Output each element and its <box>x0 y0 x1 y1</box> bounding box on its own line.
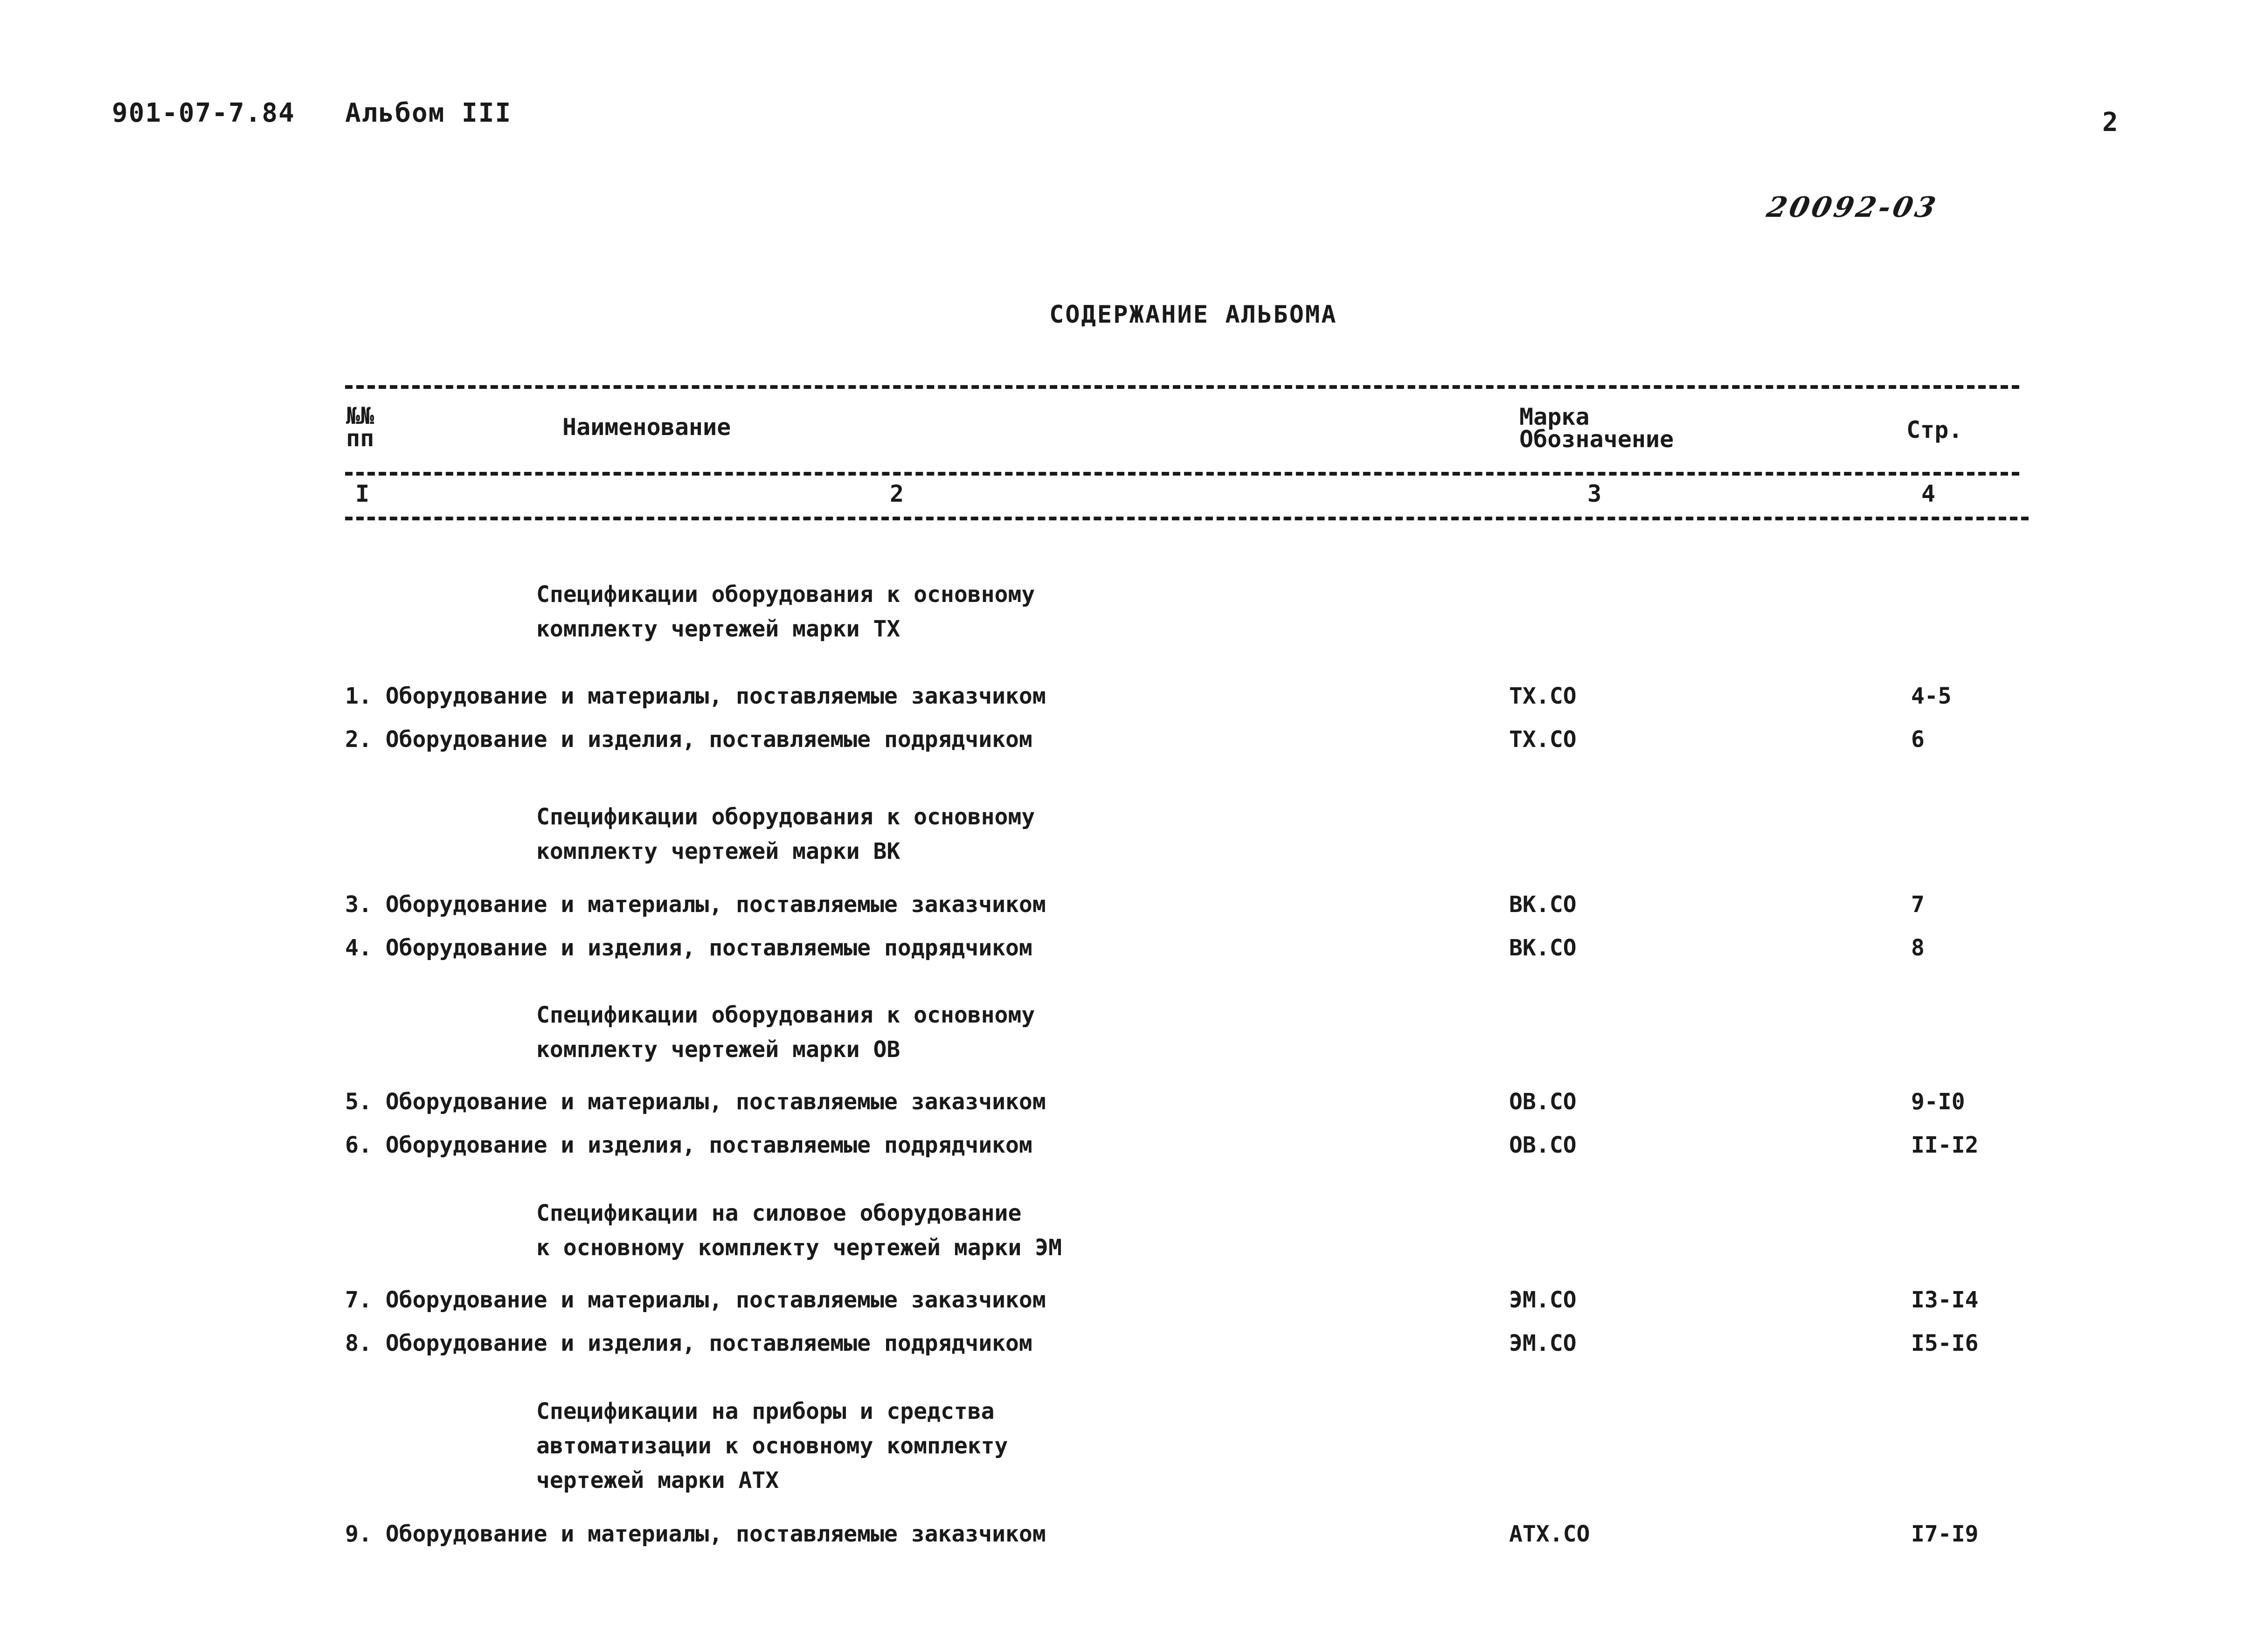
table-row-pages: II-I2 <box>1911 1132 1979 1158</box>
table-row-pages: I7-I9 <box>1911 1521 1979 1547</box>
table-row-code: ЭМ.СО <box>1509 1287 1577 1313</box>
table-row-pages: 7 <box>1911 892 1925 918</box>
document-code: 901-07-7.84 <box>112 98 295 128</box>
group-title-line: к основному комплекту чертежей марки ЭМ <box>536 1235 1062 1261</box>
header-rule-bottom <box>345 517 2029 520</box>
album-label: Альбом III <box>345 98 512 128</box>
table-row-text: 7. Оборудование и материалы, поставляемые заказчиком <box>345 1287 1046 1313</box>
column-number-1: I <box>355 480 370 507</box>
table-row-text: 2. Оборудование и изделия, поставляемые подрядчиком <box>345 726 1032 753</box>
group-title-ov <box>536 998 1035 1067</box>
group-title-vk <box>536 800 1035 869</box>
column-header-page: Стр. <box>1906 416 1963 443</box>
table-row-text: 4. Оборудование и изделия, поставляемые подрядчиком <box>345 935 1032 961</box>
group-title-line: Спецификации оборудования к основному <box>536 804 1035 830</box>
table-row-code: ВК.СО <box>1509 935 1577 961</box>
column-header-number <box>346 402 374 452</box>
table-row-text: 9. Оборудование и материалы, поставляемые заказчиком <box>345 1521 1046 1547</box>
group-title-line: Спецификации оборудования к основному <box>536 581 1035 608</box>
page-number: 2 <box>2102 107 2118 138</box>
table-row-pages: I5-I6 <box>1911 1330 1979 1356</box>
column-number-4: 4 <box>1921 480 1936 507</box>
header-rule-middle <box>345 472 2019 476</box>
table-row-text: 6. Оборудование и изделия, поставляемые подрядчиком <box>345 1132 1032 1158</box>
group-title-tx <box>536 577 1035 646</box>
group-title-em <box>536 1196 1062 1265</box>
table-row-text: 1. Оборудование и материалы, поставляемые заказчиком <box>345 683 1046 709</box>
column-header-mark-line1: Марка <box>1519 403 1590 430</box>
table-row-pages: I3-I4 <box>1911 1287 1979 1313</box>
group-title-line: Спецификации на приборы и средства <box>536 1398 995 1424</box>
group-title-line: Спецификации оборудования к основному <box>536 1002 1035 1028</box>
table-row-code: ТХ.СО <box>1509 726 1577 753</box>
table-row-text: 8. Оборудование и изделия, поставляемые подрядчиком <box>345 1330 1032 1356</box>
table-row-code: ТХ.СО <box>1509 683 1577 709</box>
table-row-code: ВК.СО <box>1509 892 1577 918</box>
group-title-line: автоматизации к основному комплекту <box>536 1433 1008 1459</box>
column-header-mark <box>1519 403 1674 453</box>
group-title-line: комплекту чертежей марки ОВ <box>536 1037 900 1063</box>
table-row-pages: 6 <box>1911 726 1925 753</box>
table-row-pages: 4-5 <box>1911 683 1952 709</box>
header-rule-top <box>345 385 2019 389</box>
group-title-atx <box>536 1394 1008 1498</box>
table-row-pages: 9-I0 <box>1911 1089 1965 1115</box>
table-row-code: ЭМ.СО <box>1509 1330 1577 1356</box>
column-header-number-line1: №№ <box>346 402 374 429</box>
group-title-line: чертежей марки АТХ <box>536 1467 779 1493</box>
column-number-2: 2 <box>890 480 904 507</box>
table-row-code: ОВ.СО <box>1509 1089 1577 1115</box>
table-row-code: ОВ.СО <box>1509 1132 1577 1158</box>
page-title: СОДЕРЖАНИЕ АЛЬБОМА <box>1049 301 1337 329</box>
table-row-text: 5. Оборудование и материалы, поставляемые заказчиком <box>345 1089 1046 1115</box>
handwritten-number: 20092-03 <box>1764 191 1941 224</box>
group-title-line: комплекту чертежей марки ТХ <box>536 616 900 642</box>
column-header-mark-line2: Обозначение <box>1519 426 1674 453</box>
table-row-text: 3. Оборудование и материалы, поставляемые заказчиком <box>345 892 1046 918</box>
group-title-line: Спецификации на силовое оборудование <box>536 1200 1022 1226</box>
column-header-name: Наименование <box>562 414 731 441</box>
column-header-number-line2: пп <box>346 425 374 452</box>
document-code-line <box>112 98 512 128</box>
column-number-3: 3 <box>1587 480 1602 507</box>
table-row-pages: 8 <box>1911 935 1925 961</box>
group-title-line: комплекту чертежей марки ВК <box>536 838 900 864</box>
table-row-code: АТХ.СО <box>1509 1521 1590 1547</box>
